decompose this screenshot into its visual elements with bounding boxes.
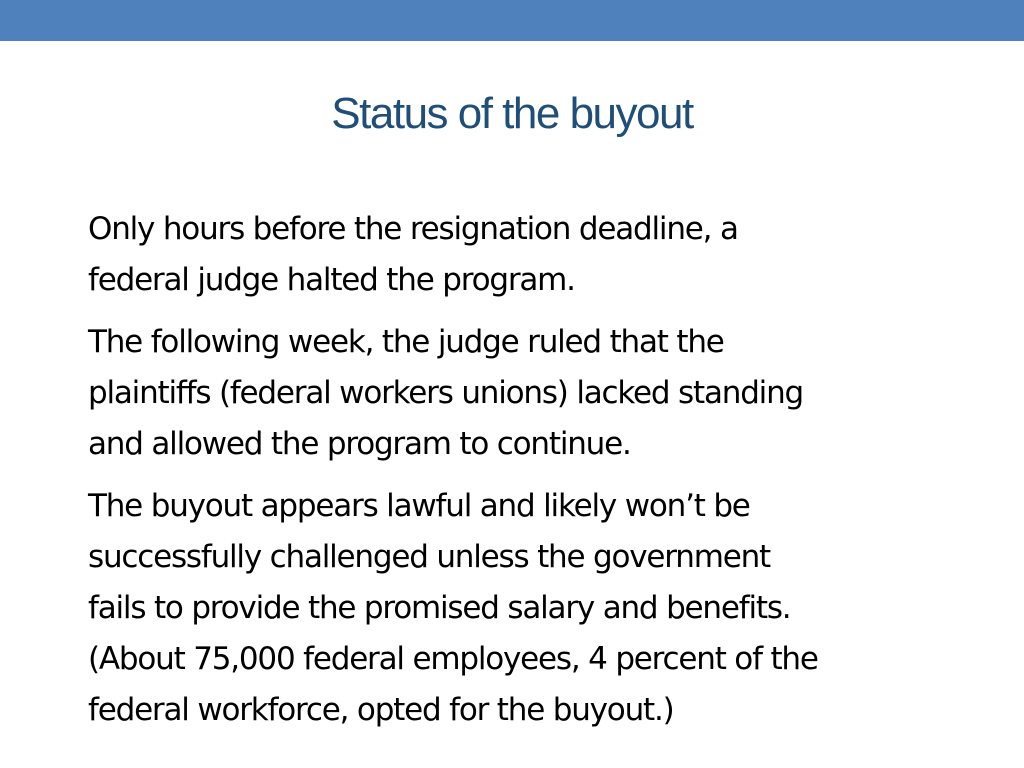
text-line: fails to provide the promised salary and benefits. <box>88 590 791 626</box>
text-line: The buyout appears lawful and likely won’t be <box>88 488 750 524</box>
text-line: federal workforce, opted for the buyout.) <box>88 692 674 728</box>
text-line: federal judge halted the program. <box>88 262 575 298</box>
text-line: The following week, the judge ruled that the <box>88 324 724 360</box>
top-accent-bar <box>0 0 1024 41</box>
slide-title: Status of the buyout <box>331 89 693 138</box>
text-line: successfully challenged unless the government <box>88 539 771 575</box>
text-line: (About 75,000 federal employees, 4 percent of the <box>88 641 818 677</box>
slide-body <box>88 204 988 747</box>
paragraph-judge-halted <box>88 204 988 306</box>
paragraph-ruling <box>88 317 988 470</box>
text-line: Only hours before the resignation deadline, a <box>88 211 738 247</box>
text-line: and allowed the program to continue. <box>88 426 631 462</box>
paragraph-lawful <box>88 481 988 736</box>
text-line: plaintiffs (federal workers unions) lacked standing <box>88 375 804 411</box>
